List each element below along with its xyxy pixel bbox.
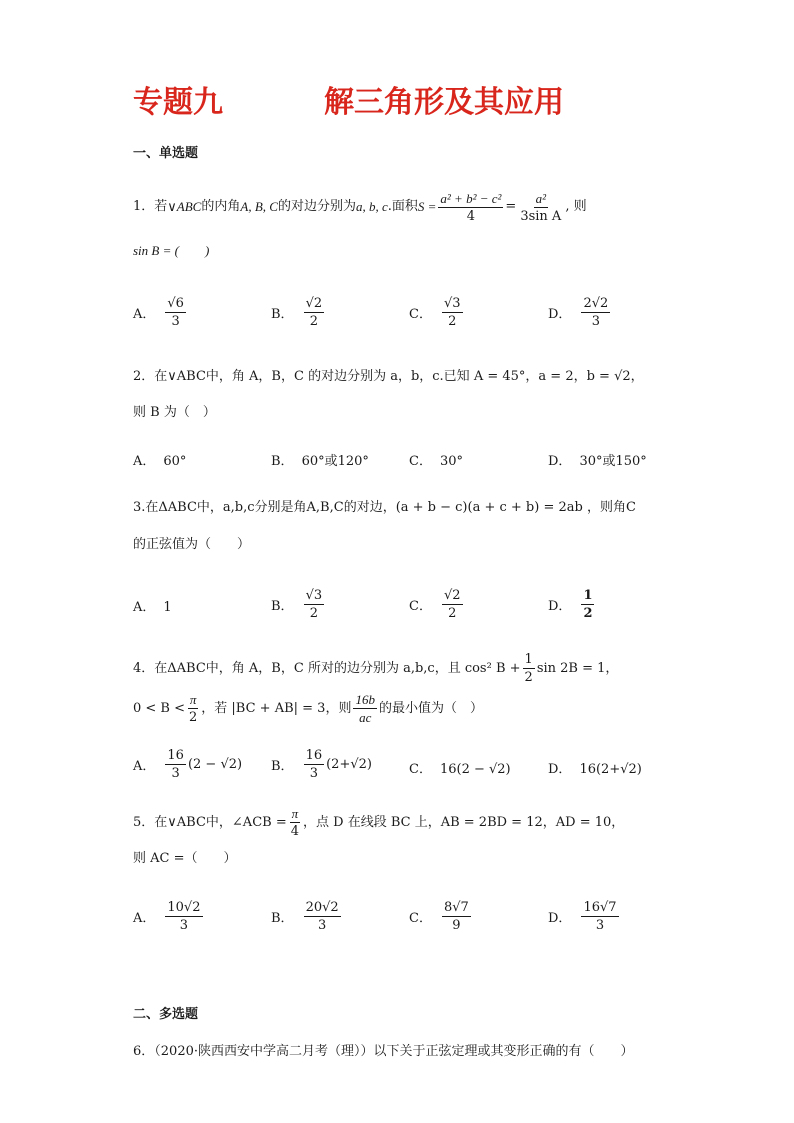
section-heading-single-choice: 一、单选题 — [133, 146, 199, 161]
area-fraction-2: $\frac{\text{a²}}{\text{3sin A}}$ — [520, 190, 562, 224]
question-3-line2: 的正弦值为（ ） — [133, 537, 251, 552]
question-4-line1: 4．在ΔABC中，角 A，B，C 所对的边分别为 a,b,c，且 cos² B + $\frac{1}{2}$ sin 2B = 1， — [133, 652, 619, 685]
q3-option-a[interactable]: A． 1 — [133, 600, 172, 615]
q3-option-c[interactable]: C． $\frac{√2}{2}$ — [409, 588, 461, 621]
question-2-line1: 2．在∨ABC中，角 A，B，C 的对边分别为 a，b，c.已知 A = 45°，a = 2，b = √2， — [133, 369, 644, 384]
page-title-part2: 解三角形及其应用 — [324, 85, 564, 120]
q2-option-c[interactable]: C． 30° — [409, 454, 463, 469]
q2-option-a[interactable]: A． 60° — [133, 454, 187, 469]
q1-option-b[interactable]: B． $\frac{√2}{2}$ — [271, 296, 323, 329]
q1-option-d[interactable]: D． $\frac{2√2}{3}$ — [548, 296, 609, 329]
q2-option-d[interactable]: D． 30°或150° — [548, 454, 647, 469]
question-2-line2: 则 B 为（ ） — [133, 405, 216, 420]
question-1-line2: sin B = ( ) — [133, 243, 210, 258]
area-fraction-1: $\frac{\text{a² + b² − c²}}{4}$ — [440, 190, 502, 224]
q1-option-a[interactable]: A． $\frac{√6}{3}$ — [133, 296, 184, 329]
question-4-line2: 0 < B < $\frac{\pi}{2}$ ，若 |BC + AB| = 3，则 $\frac{16b}{ac}$ 的最小值为（ ） — [133, 692, 483, 725]
question-3-line1: 3.在ΔABC中，a,b,c分别是角A,B,C的对边，(a + b − c)(a + c + b) = 2ab ，则角C — [133, 500, 636, 515]
q4-option-d[interactable]: D． 16(2+√2) — [548, 762, 642, 777]
q5-option-c[interactable]: C． $\frac{8√7}{9}$ — [409, 900, 469, 933]
question-5-line1: 5．在∨ABC中，∠ACB = $\frac{\pi}{4}$ ，点 D 在线段 BC 上，AB = 2BD = 12，AD = 10， — [133, 806, 625, 839]
q2-option-b[interactable]: B． 60°或120° — [271, 454, 369, 469]
q3-option-b[interactable]: B． $\frac{√3}{2}$ — [271, 588, 323, 621]
q4-option-c[interactable]: C． 16(2 − √2) — [409, 762, 511, 777]
q5-option-a[interactable]: A． $\frac{10√2}{3}$ — [133, 900, 201, 933]
q5-option-d[interactable]: D． $\frac{16√7}{3}$ — [548, 900, 617, 933]
q1-option-c[interactable]: C． $\frac{√3}{2}$ — [409, 296, 461, 329]
q4-option-a[interactable]: A． $\frac{16}{3}$ (2 − √2) — [133, 748, 243, 781]
page-title-part1: 专题九 — [133, 85, 223, 120]
q5-option-b[interactable]: B． $\frac{20√2}{3}$ — [271, 900, 339, 933]
section-heading-multi-choice: 二、多选题 — [133, 1007, 199, 1022]
question-6-line1: 6．（2020·陕西西安中学高二月考（理））以下关于正弦定理或其变形正确的有（ ） — [133, 1044, 634, 1059]
q4-option-b[interactable]: B． $\frac{16}{3}$ (2+√2) — [271, 748, 372, 781]
q3-option-d[interactable]: D． $\frac{1}{2}$ — [548, 588, 593, 621]
question-1-line1: 1．若 ∨ABC 的内角 A, B, C 的对边分别为 a, b, c .面积 S = $\frac{\text{a² + b² − c²}}{4}$ = $\frac{\text{a²}}{\text{3sin A}}$ , 则 — [133, 190, 587, 224]
question-5-line2: 则 AC =（ ） — [133, 851, 237, 866]
